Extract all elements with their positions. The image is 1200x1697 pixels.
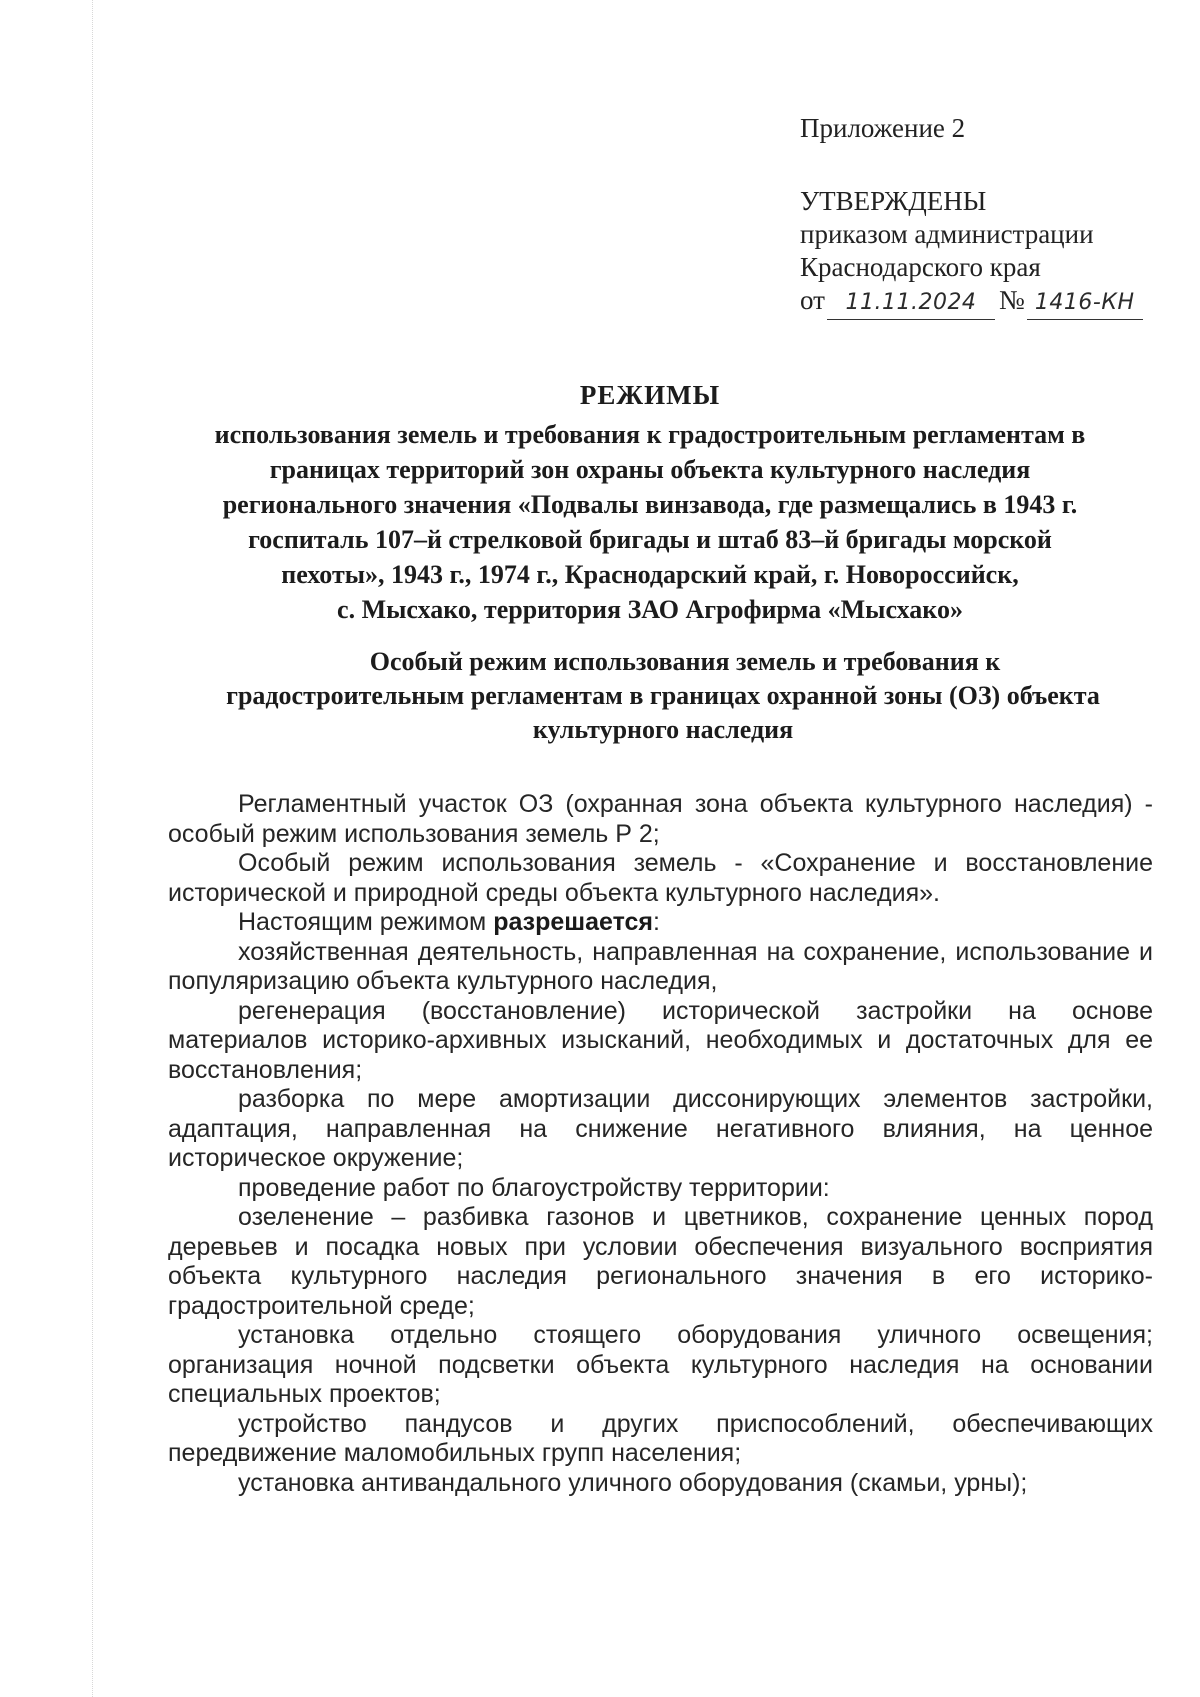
paragraph-dismantling: разборка по мере амортизации диссонирующих элементов застройки, адаптация, направленная на снижение негативного влияния, на ценное историческое окружение; <box>168 1085 1153 1172</box>
number-prefix: № <box>998 285 1025 315</box>
paragraph-zone-definition: Регламентный участок ОЗ (охранная зона объекта культурного наследия) - особый режим использования земель Р 2; <box>168 790 1153 848</box>
order-label: приказом администрации <box>800 219 1094 249</box>
region-label: Краснодарского края <box>800 252 1041 282</box>
approval-block <box>800 112 1160 320</box>
paragraph-regeneration: регенерация (восстановление) исторической застройки на основе материалов историко-архивных изысканий, необходимых и достаточных для ее восстановления; <box>168 996 1153 1084</box>
paragraph-permitted-intro <box>168 908 1153 938</box>
paragraph-lighting: установка отдельно стоящего оборудования уличного освещения; организация ночной подсветки объекта культурного наследия на основании специальных проектов; <box>168 1321 1153 1408</box>
paragraph-special-regime: Особый режим использования земель - «Сохранение и восстановление исторической и природной среды объекта культурного наследия». <box>168 849 1153 907</box>
annex-label: Приложение 2 <box>800 113 966 143</box>
paragraph-street-equipment: установка антивандального уличного оборудования (скамьи, урны); <box>238 1468 1028 1497</box>
scan-edge-line <box>92 0 93 1697</box>
approved-label: УТВЕРЖДЕНЫ <box>800 186 987 216</box>
paragraph-greening: озеленение – разбивка газонов и цветников, сохранение ценных пород деревьев и посадка новых при условии обеспечения визуального восприятия объекта культурного наследия регионального значения в его историко-градостроительной среде; <box>168 1203 1153 1320</box>
date-prefix: от <box>800 285 825 315</box>
title-line: использования земель и требования к градостроительным регламентам в <box>214 420 1086 449</box>
title-line: с. Мысхако, территория ЗАО Агрофирма «Мысхако» <box>337 595 963 624</box>
title-line: госпиталь 107–й стрелковой бригады и штаб 83–й бригады морской <box>248 525 1052 554</box>
permitted-keyword: разрешается <box>493 908 653 936</box>
subtitle-line: Особый режим использования земель и требования к <box>369 647 1001 676</box>
subtitle-line: культурного наследия <box>532 715 794 744</box>
date-handwritten-field: 11.11.2024 <box>827 286 995 320</box>
title-subheading <box>150 417 1150 627</box>
document-body <box>168 790 1153 1498</box>
section-subtitle <box>168 645 1158 747</box>
permitted-prefix: Настоящим режимом <box>238 908 494 936</box>
paragraph-ramps: устройство пандусов и других приспособлений, обеспечивающих передвижение маломобильных групп населения; <box>168 1409 1153 1467</box>
paragraph-landscaping: проведение работ по благоустройству территории: <box>238 1173 830 1202</box>
subtitle-line: градостроительным регламентам в границах охранной зоны (ОЗ) объекта <box>226 681 1100 710</box>
permitted-suffix: : <box>653 908 660 936</box>
paragraph-economic-activity: хозяйственная деятельность, направленная на сохранение, использование и популяризацию объекта культурного наследия, <box>168 937 1153 995</box>
title-line: регионального значения «Подвалы винзавода, где размещались в 1943 г. <box>222 490 1078 519</box>
title-heading: РЕЖИМЫ <box>579 380 721 410</box>
document-title <box>150 380 1150 627</box>
title-line: пехоты», 1943 г., 1974 г., Краснодарский край, г. Новороссийск, <box>281 560 1019 589</box>
date-number-line <box>800 284 1160 320</box>
number-handwritten-field: 1416-КН <box>1027 286 1143 320</box>
title-line: границах территорий зон охраны объекта культурного наследия <box>269 455 1031 484</box>
